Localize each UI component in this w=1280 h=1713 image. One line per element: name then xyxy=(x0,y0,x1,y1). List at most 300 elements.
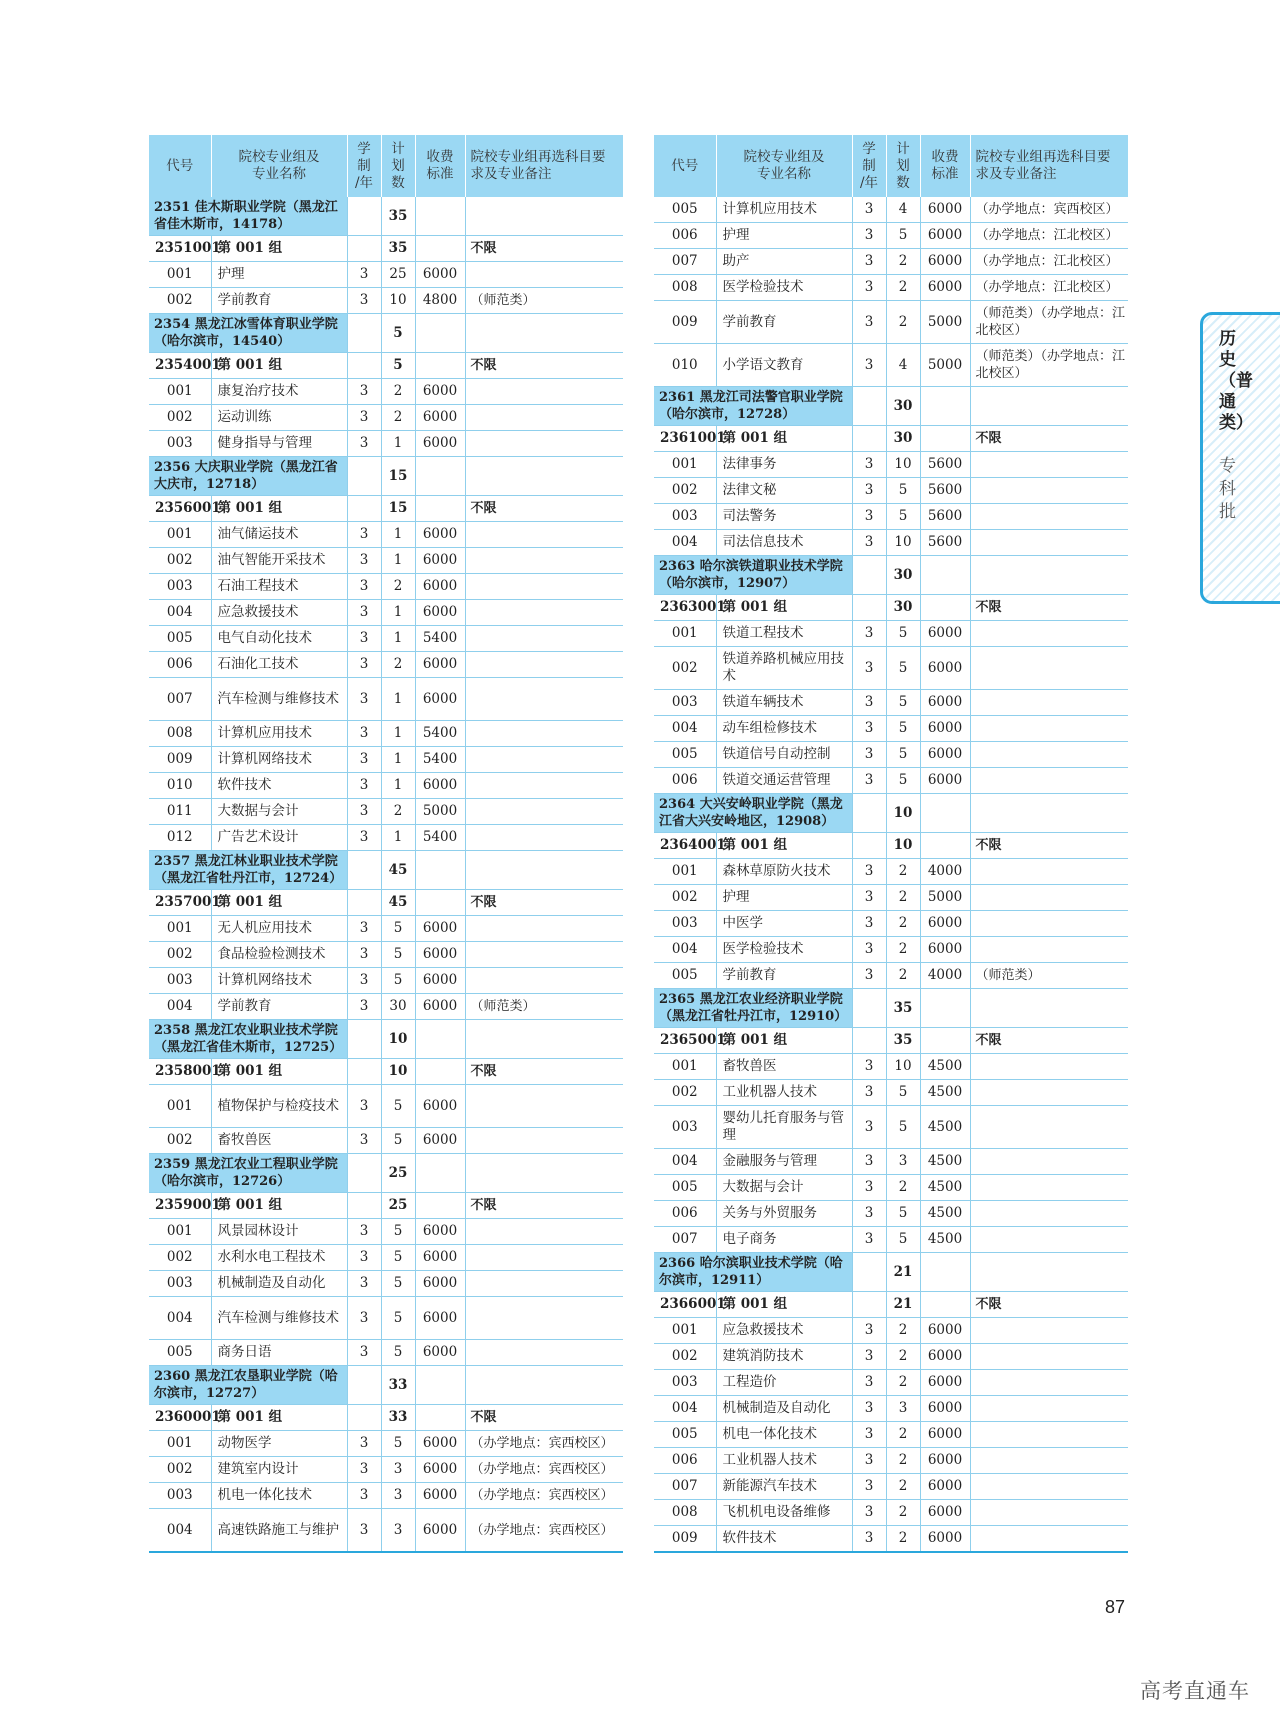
major-code: 003 xyxy=(654,1370,716,1396)
group-name: 第 001 组 xyxy=(211,890,347,916)
major-fee: 6000 xyxy=(920,1448,970,1474)
major-fee: 5600 xyxy=(920,504,970,530)
major-note: （办学地点：宾西校区） xyxy=(465,1431,623,1457)
major-code: 005 xyxy=(654,1422,716,1448)
major-years: 3 xyxy=(347,1219,381,1245)
school-name: 2366 哈尔滨职业技术学院（哈尔滨市，12911） xyxy=(654,1253,852,1292)
admission-table-right xyxy=(654,135,1128,1553)
major-row xyxy=(149,600,623,626)
major-plan: 2 xyxy=(886,1448,920,1474)
school-fee xyxy=(920,387,970,426)
school-years xyxy=(347,457,381,496)
school-row xyxy=(654,387,1128,426)
major-fee: 6000 xyxy=(920,275,970,301)
school-note xyxy=(465,1154,623,1193)
major-years: 3 xyxy=(347,1128,381,1154)
major-row xyxy=(654,1474,1128,1500)
major-name: 工业机器人技术 xyxy=(716,1448,852,1474)
major-row xyxy=(149,1271,623,1297)
group-code: 2358001 xyxy=(149,1059,211,1085)
school-row xyxy=(149,1154,623,1193)
major-plan: 5 xyxy=(381,1245,415,1271)
major-plan: 10 xyxy=(886,452,920,478)
major-code: 002 xyxy=(654,647,716,690)
major-fee: 4000 xyxy=(920,859,970,885)
major-fee: 6000 xyxy=(415,1128,465,1154)
major-fee: 5600 xyxy=(920,452,970,478)
major-code: 003 xyxy=(149,574,211,600)
major-name: 医学检验技术 xyxy=(716,275,852,301)
major-name: 食品检验检测技术 xyxy=(211,942,347,968)
school-name: 2364 大兴安岭职业学院（黑龙江省大兴安岭地区，12908） xyxy=(654,794,852,833)
major-note xyxy=(970,1396,1128,1422)
major-code: 005 xyxy=(654,742,716,768)
major-code: 001 xyxy=(149,379,211,405)
group-years xyxy=(852,1028,886,1054)
major-plan: 2 xyxy=(886,885,920,911)
major-code: 004 xyxy=(654,1149,716,1175)
major-code: 002 xyxy=(149,942,211,968)
major-name: 石油化工技术 xyxy=(211,652,347,678)
major-code: 007 xyxy=(149,678,211,721)
major-plan: 1 xyxy=(381,747,415,773)
major-fee: 6000 xyxy=(415,1340,465,1366)
major-plan: 5 xyxy=(381,1340,415,1366)
major-fee: 6000 xyxy=(415,1457,465,1483)
major-years: 3 xyxy=(852,1422,886,1448)
major-row xyxy=(654,1396,1128,1422)
major-years: 3 xyxy=(852,911,886,937)
major-row xyxy=(654,223,1128,249)
school-plan: 30 xyxy=(886,387,920,426)
group-name: 第 001 组 xyxy=(716,833,852,859)
group-name: 第 001 组 xyxy=(211,1059,347,1085)
major-name: 工业机器人技术 xyxy=(716,1080,852,1106)
major-name: 机械制造及自动化 xyxy=(211,1271,347,1297)
major-fee: 5600 xyxy=(920,530,970,556)
group-requirement: 不限 xyxy=(970,595,1128,621)
header-fee: 收费 标准 xyxy=(920,135,970,197)
group-code: 2364001 xyxy=(654,833,716,859)
major-plan: 5 xyxy=(381,942,415,968)
school-row xyxy=(149,314,623,353)
school-plan: 35 xyxy=(886,989,920,1028)
major-note xyxy=(970,1526,1128,1553)
major-plan: 5 xyxy=(886,1080,920,1106)
major-name: 婴幼儿托育服务与管理 xyxy=(716,1106,852,1149)
header-plan: 计 划 数 xyxy=(886,135,920,197)
major-years: 3 xyxy=(852,1500,886,1526)
major-code: 003 xyxy=(149,1483,211,1509)
school-name: 2365 黑龙江农业经济职业学院（黑龙江省牡丹江市，12910） xyxy=(654,989,852,1028)
school-fee xyxy=(920,989,970,1028)
major-note: （办学地点：宾西校区） xyxy=(465,1509,623,1553)
major-row xyxy=(654,1526,1128,1553)
major-code: 008 xyxy=(654,1500,716,1526)
major-name: 护理 xyxy=(716,223,852,249)
major-note xyxy=(465,916,623,942)
group-years xyxy=(347,1405,381,1431)
major-note xyxy=(465,522,623,548)
major-name: 动物医学 xyxy=(211,1431,347,1457)
major-code: 004 xyxy=(149,600,211,626)
major-code: 004 xyxy=(149,1509,211,1553)
major-years: 3 xyxy=(347,1340,381,1366)
major-row xyxy=(149,522,623,548)
table-body-left xyxy=(149,197,623,1552)
major-name: 学前教育 xyxy=(716,301,852,344)
major-code: 008 xyxy=(149,721,211,747)
major-code: 010 xyxy=(149,773,211,799)
major-code: 003 xyxy=(654,690,716,716)
school-note xyxy=(465,851,623,890)
header-name: 院校专业组及 专业名称 xyxy=(716,135,852,197)
group-plan: 35 xyxy=(381,236,415,262)
major-row xyxy=(149,721,623,747)
group-years xyxy=(852,595,886,621)
major-plan: 2 xyxy=(381,652,415,678)
school-fee xyxy=(415,1154,465,1193)
major-note: （师范类） xyxy=(465,288,623,314)
school-note xyxy=(465,1020,623,1059)
major-note xyxy=(970,452,1128,478)
major-code: 009 xyxy=(654,1526,716,1553)
page-number: 87 xyxy=(1105,1597,1126,1617)
major-plan: 2 xyxy=(886,301,920,344)
major-years: 3 xyxy=(852,1318,886,1344)
category-side-tab xyxy=(1200,312,1280,604)
group-code: 2361001 xyxy=(654,426,716,452)
major-years: 3 xyxy=(852,1448,886,1474)
major-name: 软件技术 xyxy=(716,1526,852,1553)
group-row xyxy=(654,1028,1128,1054)
school-fee xyxy=(415,314,465,353)
major-note xyxy=(465,968,623,994)
major-fee: 6000 xyxy=(415,379,465,405)
group-fee xyxy=(415,890,465,916)
major-years: 3 xyxy=(852,301,886,344)
major-note: （师范类）（办学地点：江北校区） xyxy=(970,301,1128,344)
major-row xyxy=(149,747,623,773)
major-code: 001 xyxy=(654,1054,716,1080)
group-requirement: 不限 xyxy=(465,236,623,262)
major-row xyxy=(654,1370,1128,1396)
major-row xyxy=(654,197,1128,223)
major-name: 护理 xyxy=(716,885,852,911)
major-row xyxy=(654,885,1128,911)
major-plan: 1 xyxy=(381,825,415,851)
major-fee: 6000 xyxy=(415,1509,465,1553)
major-years: 3 xyxy=(347,379,381,405)
major-fee: 5000 xyxy=(415,799,465,825)
group-code: 2357001 xyxy=(149,890,211,916)
major-name: 司法信息技术 xyxy=(716,530,852,556)
major-fee: 4500 xyxy=(920,1201,970,1227)
major-years: 3 xyxy=(852,223,886,249)
major-fee: 6000 xyxy=(415,600,465,626)
major-row xyxy=(654,1448,1128,1474)
major-name: 小学语文教育 xyxy=(716,344,852,387)
major-plan: 5 xyxy=(886,504,920,530)
group-plan: 5 xyxy=(381,353,415,379)
major-years: 3 xyxy=(347,916,381,942)
major-note xyxy=(465,1128,623,1154)
major-note: （办学地点：江北校区） xyxy=(970,223,1128,249)
school-note xyxy=(970,387,1128,426)
major-code: 010 xyxy=(654,344,716,387)
major-note: （办学地点：宾西校区） xyxy=(970,197,1128,223)
major-row xyxy=(654,937,1128,963)
major-plan: 5 xyxy=(886,716,920,742)
major-name: 电气自动化技术 xyxy=(211,626,347,652)
major-plan: 5 xyxy=(381,1128,415,1154)
school-name: 2361 黑龙江司法警官职业学院（哈尔滨市，12728） xyxy=(654,387,852,426)
major-row xyxy=(149,799,623,825)
group-name: 第 001 组 xyxy=(211,353,347,379)
school-plan: 35 xyxy=(381,197,415,236)
major-plan: 5 xyxy=(886,1227,920,1253)
major-name: 金融服务与管理 xyxy=(716,1149,852,1175)
major-years: 3 xyxy=(852,1227,886,1253)
school-name: 2359 黑龙江农业工程职业学院（哈尔滨市，12726） xyxy=(149,1154,347,1193)
major-fee: 6000 xyxy=(920,937,970,963)
major-note: （办学地点：宾西校区） xyxy=(465,1457,623,1483)
major-row xyxy=(654,1054,1128,1080)
major-plan: 2 xyxy=(381,379,415,405)
major-name: 计算机网络技术 xyxy=(211,968,347,994)
major-note xyxy=(465,626,623,652)
major-name: 护理 xyxy=(211,262,347,288)
school-row xyxy=(149,1020,623,1059)
major-note xyxy=(465,1340,623,1366)
major-code: 002 xyxy=(149,548,211,574)
major-fee: 6000 xyxy=(920,647,970,690)
major-name: 大数据与会计 xyxy=(211,799,347,825)
major-row xyxy=(149,626,623,652)
major-row xyxy=(149,574,623,600)
major-name: 计算机应用技术 xyxy=(211,721,347,747)
major-years: 3 xyxy=(347,574,381,600)
group-fee xyxy=(920,595,970,621)
major-name: 水利水电工程技术 xyxy=(211,1245,347,1271)
major-years: 3 xyxy=(347,942,381,968)
group-name: 第 001 组 xyxy=(211,1405,347,1431)
major-fee: 6000 xyxy=(415,773,465,799)
major-note xyxy=(970,1106,1128,1149)
major-years: 3 xyxy=(347,1271,381,1297)
major-name: 铁道车辆技术 xyxy=(716,690,852,716)
major-plan: 10 xyxy=(886,1054,920,1080)
major-note xyxy=(970,621,1128,647)
major-plan: 2 xyxy=(886,1500,920,1526)
major-plan: 5 xyxy=(381,968,415,994)
major-note xyxy=(465,773,623,799)
major-name: 学前教育 xyxy=(211,288,347,314)
major-plan: 2 xyxy=(886,937,920,963)
school-fee xyxy=(415,457,465,496)
major-plan: 1 xyxy=(381,548,415,574)
major-row xyxy=(654,530,1128,556)
major-name: 铁道信号自动控制 xyxy=(716,742,852,768)
major-name: 无人机应用技术 xyxy=(211,916,347,942)
major-fee: 6000 xyxy=(415,942,465,968)
major-code: 001 xyxy=(149,1431,211,1457)
major-code: 005 xyxy=(654,197,716,223)
school-fee xyxy=(920,556,970,595)
group-fee xyxy=(920,1028,970,1054)
major-years: 3 xyxy=(852,1080,886,1106)
major-note: （办学地点：宾西校区） xyxy=(465,1483,623,1509)
major-fee: 6000 xyxy=(415,405,465,431)
major-years: 3 xyxy=(347,1457,381,1483)
major-fee: 6000 xyxy=(920,1422,970,1448)
major-plan: 5 xyxy=(886,690,920,716)
major-fee: 5400 xyxy=(415,747,465,773)
major-plan: 3 xyxy=(886,1149,920,1175)
major-plan: 5 xyxy=(381,1219,415,1245)
major-row xyxy=(149,1340,623,1366)
major-years: 3 xyxy=(347,721,381,747)
major-years: 3 xyxy=(852,530,886,556)
group-years xyxy=(347,1059,381,1085)
major-plan: 5 xyxy=(886,223,920,249)
major-row xyxy=(654,768,1128,794)
major-fee: 5600 xyxy=(920,478,970,504)
group-row xyxy=(149,1405,623,1431)
major-row xyxy=(654,742,1128,768)
major-fee: 6000 xyxy=(415,1431,465,1457)
major-years: 3 xyxy=(347,799,381,825)
school-note xyxy=(465,1366,623,1405)
group-row xyxy=(149,496,623,522)
major-fee: 5000 xyxy=(920,344,970,387)
major-fee: 4500 xyxy=(920,1227,970,1253)
major-code: 001 xyxy=(149,1085,211,1128)
major-years: 3 xyxy=(852,504,886,530)
major-plan: 2 xyxy=(886,963,920,989)
group-code: 2360001 xyxy=(149,1405,211,1431)
major-years: 3 xyxy=(852,1175,886,1201)
major-note xyxy=(970,647,1128,690)
major-code: 003 xyxy=(149,431,211,457)
group-row xyxy=(149,353,623,379)
major-note xyxy=(465,574,623,600)
major-plan: 2 xyxy=(381,405,415,431)
major-note xyxy=(970,1227,1128,1253)
major-code: 002 xyxy=(149,1457,211,1483)
major-note xyxy=(465,799,623,825)
major-fee: 5000 xyxy=(920,301,970,344)
group-code: 2351001 xyxy=(149,236,211,262)
category-label: 历史（普通类） xyxy=(1219,329,1253,433)
group-row xyxy=(149,1193,623,1219)
major-note xyxy=(465,747,623,773)
header-code: 代号 xyxy=(654,135,716,197)
major-row xyxy=(149,1483,623,1509)
major-name: 风景园林设计 xyxy=(211,1219,347,1245)
major-note: （师范类）（办学地点：江北校区） xyxy=(970,344,1128,387)
major-row xyxy=(654,1175,1128,1201)
major-plan: 5 xyxy=(381,1271,415,1297)
major-years: 3 xyxy=(347,431,381,457)
major-years: 3 xyxy=(852,344,886,387)
major-note xyxy=(970,1370,1128,1396)
major-plan: 2 xyxy=(381,574,415,600)
major-name: 机电一体化技术 xyxy=(211,1483,347,1509)
school-years xyxy=(347,1154,381,1193)
major-note xyxy=(465,405,623,431)
major-fee: 4500 xyxy=(920,1149,970,1175)
major-plan: 1 xyxy=(381,522,415,548)
major-fee: 6000 xyxy=(415,262,465,288)
major-plan: 5 xyxy=(886,742,920,768)
major-plan: 5 xyxy=(381,916,415,942)
major-name: 畜牧兽医 xyxy=(211,1128,347,1154)
header-fee: 收费 标准 xyxy=(415,135,465,197)
major-row xyxy=(149,1297,623,1340)
school-row xyxy=(149,457,623,496)
major-fee: 6000 xyxy=(920,768,970,794)
major-years: 3 xyxy=(852,1474,886,1500)
group-code: 2354001 xyxy=(149,353,211,379)
major-row xyxy=(149,942,623,968)
major-plan: 2 xyxy=(381,799,415,825)
major-note xyxy=(970,911,1128,937)
major-plan: 2 xyxy=(886,1344,920,1370)
major-code: 002 xyxy=(149,288,211,314)
school-plan: 10 xyxy=(381,1020,415,1059)
major-name: 计算机网络技术 xyxy=(211,747,347,773)
major-name: 油气储运技术 xyxy=(211,522,347,548)
school-note xyxy=(970,989,1128,1028)
school-name: 2358 黑龙江农业职业技术学院（黑龙江省佳木斯市，12725） xyxy=(149,1020,347,1059)
group-fee xyxy=(415,1193,465,1219)
major-fee: 4500 xyxy=(920,1175,970,1201)
school-fee xyxy=(920,794,970,833)
major-row xyxy=(654,716,1128,742)
batch-label: 专科批 xyxy=(1219,456,1236,522)
major-row xyxy=(149,1219,623,1245)
major-years: 3 xyxy=(347,1483,381,1509)
major-name: 石油工程技术 xyxy=(211,574,347,600)
major-name: 软件技术 xyxy=(211,773,347,799)
major-note: （办学地点：江北校区） xyxy=(970,275,1128,301)
major-fee: 6000 xyxy=(415,1297,465,1340)
major-code: 008 xyxy=(654,275,716,301)
group-plan: 15 xyxy=(381,496,415,522)
school-years xyxy=(347,314,381,353)
major-note xyxy=(970,1080,1128,1106)
major-years: 3 xyxy=(852,1149,886,1175)
major-name: 康复治疗技术 xyxy=(211,379,347,405)
major-years: 3 xyxy=(852,197,886,223)
school-plan: 30 xyxy=(886,556,920,595)
school-row xyxy=(149,851,623,890)
header-plan: 计 划 数 xyxy=(381,135,415,197)
major-plan: 3 xyxy=(381,1509,415,1553)
major-fee: 6000 xyxy=(920,690,970,716)
school-note xyxy=(465,197,623,236)
major-years: 3 xyxy=(852,478,886,504)
major-years: 3 xyxy=(852,1054,886,1080)
major-years: 3 xyxy=(852,647,886,690)
major-plan: 1 xyxy=(381,678,415,721)
major-name: 建筑室内设计 xyxy=(211,1457,347,1483)
major-plan: 3 xyxy=(381,1483,415,1509)
group-code: 2363001 xyxy=(654,595,716,621)
major-plan: 1 xyxy=(381,721,415,747)
major-plan: 5 xyxy=(886,478,920,504)
